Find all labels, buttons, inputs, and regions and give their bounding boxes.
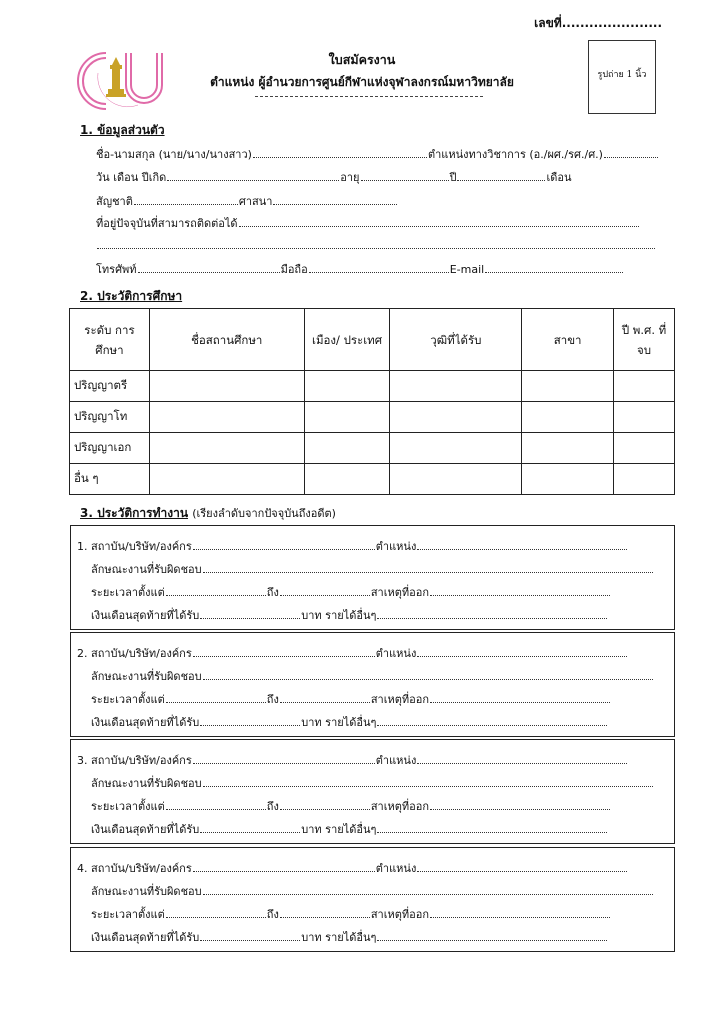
nationality-label: สัญชาติ: [96, 195, 133, 208]
table-cell[interactable]: [522, 371, 614, 402]
col-grad-year: ปี พ.ศ. ที่จบ: [614, 309, 675, 371]
section2-heading: 2. ประวัติการศึกษา: [80, 289, 183, 303]
work-start-field[interactable]: [166, 906, 266, 918]
table-cell[interactable]: [149, 464, 304, 495]
work-to-label: ถึง: [266, 586, 279, 599]
work-other-income-field[interactable]: [377, 714, 607, 726]
work-other-income-label: รายได้อื่นๆ: [325, 823, 377, 836]
address-field-1[interactable]: [239, 215, 639, 227]
form-title: ใบสมัครงาน: [328, 52, 396, 67]
work-org-field[interactable]: [193, 752, 375, 764]
work-position-field[interactable]: [417, 645, 627, 657]
table-cell[interactable]: [614, 371, 675, 402]
table-cell[interactable]: [522, 433, 614, 464]
table-cell[interactable]: [304, 371, 390, 402]
mobile-label: มือถือ: [280, 263, 308, 276]
academic-position-field[interactable]: [604, 146, 658, 158]
work-period-line: [91, 583, 611, 601]
birth-field[interactable]: [167, 169, 339, 181]
work-other-income-field[interactable]: [377, 929, 607, 941]
work-baht-label: บาท: [301, 823, 322, 836]
work-other-income-label: รายได้อื่นๆ: [325, 716, 377, 729]
work-duty-line: [91, 560, 654, 578]
address-line: [96, 214, 640, 232]
work-period-line: [91, 905, 611, 923]
work-duty-label: ลักษณะงานที่รับผิดชอบ: [91, 885, 202, 898]
work-duty-field[interactable]: [203, 775, 653, 787]
table-cell[interactable]: [149, 433, 304, 464]
document-number: เลขที่......................: [534, 16, 662, 30]
name-line: [96, 145, 659, 163]
work-end-field[interactable]: [280, 798, 370, 810]
work-salary-line: [91, 713, 608, 731]
table-cell[interactable]: [390, 402, 522, 433]
work-reason-label: สาเหตุที่ออก: [370, 693, 429, 706]
work-position-label: ตำแหน่ง: [375, 540, 417, 553]
work-duty-field[interactable]: [203, 668, 653, 680]
work-salary-field[interactable]: [200, 607, 300, 619]
work-to-label: ถึง: [266, 800, 279, 813]
table-cell[interactable]: [149, 402, 304, 433]
row-label-other: อื่น ๆ: [70, 464, 150, 495]
work-reason-field[interactable]: [430, 584, 610, 596]
col-city-country: เมือง/ ประเทศ: [304, 309, 390, 371]
work-other-income-label: รายได้อื่นๆ: [325, 931, 377, 944]
work-reason-label: สาเหตุที่ออก: [370, 908, 429, 921]
work-to-label: ถึง: [266, 908, 279, 921]
section3-heading: 3. ประวัติการทำงาน (เรียงลำดับจากปัจจุบันถึงอดีต): [80, 506, 336, 520]
work-salary-line: [91, 606, 608, 624]
table-cell[interactable]: [522, 464, 614, 495]
work-end-field[interactable]: [280, 906, 370, 918]
work-end-field[interactable]: [280, 691, 370, 703]
section3-note: (เรียงลำดับจากปัจจุบันถึงอดีต): [192, 507, 336, 520]
table-cell[interactable]: [522, 402, 614, 433]
work-salary-field[interactable]: [200, 821, 300, 833]
work-org-field[interactable]: [193, 860, 375, 872]
work-entry-3: [70, 739, 675, 844]
mobile-field[interactable]: [309, 261, 449, 273]
month-label: เดือน: [546, 171, 572, 184]
table-cell[interactable]: [614, 402, 675, 433]
row-label-master: ปริญญาโท: [70, 402, 150, 433]
work-org-field[interactable]: [193, 645, 375, 657]
work-start-field[interactable]: [166, 798, 266, 810]
address-field-2[interactable]: [97, 237, 655, 249]
nationality-line: [96, 192, 398, 210]
work-position-field[interactable]: [417, 752, 627, 764]
work-salary-line: [91, 820, 608, 838]
table-row: [70, 433, 675, 464]
email-field[interactable]: [485, 261, 623, 273]
work-position-label: ตำแหน่ง: [375, 647, 417, 660]
address-line-2: [96, 237, 656, 252]
work-entry-4: [70, 847, 675, 952]
work-reason-field[interactable]: [430, 691, 610, 703]
work-salary-label: เงินเดือนสุดท้ายที่ได้รับ: [91, 931, 200, 944]
table-row: [70, 402, 675, 433]
work-duty-line: [91, 667, 654, 685]
birth-line: [96, 168, 572, 186]
birth-label: วัน เดือน ปีเกิด: [96, 171, 167, 184]
work-position-field[interactable]: [417, 538, 627, 550]
work-duty-field[interactable]: [203, 883, 653, 895]
work-start-field[interactable]: [166, 584, 266, 596]
work-baht-label: บาท: [301, 931, 322, 944]
work-other-income-field[interactable]: [377, 607, 607, 619]
col-institution: ชื่อสถานศึกษา: [149, 309, 304, 371]
table-cell[interactable]: [304, 464, 390, 495]
age-year-field[interactable]: [361, 169, 449, 181]
work-period-label: ระยะเวลาตั้งแต่: [91, 800, 165, 813]
education-table: [69, 308, 675, 495]
col-degree: วุฒิที่ได้รับ: [390, 309, 522, 371]
work-salary-field[interactable]: [200, 929, 300, 941]
work-other-income-field[interactable]: [377, 821, 607, 833]
photo-box-label: รูปถ่าย 1 นิ้ว: [597, 70, 647, 80]
work-end-field[interactable]: [280, 584, 370, 596]
email-label: E-mail: [449, 263, 485, 276]
work-org-label: 3. สถาบัน/บริษัท/องค์กร: [77, 754, 192, 767]
table-cell[interactable]: [390, 433, 522, 464]
work-position-label: ตำแหน่ง: [375, 862, 417, 875]
work-org-label: 2. สถาบัน/บริษัท/องค์กร: [77, 647, 192, 660]
work-salary-label: เงินเดือนสุดท้ายที่ได้รับ: [91, 716, 200, 729]
table-cell[interactable]: [614, 433, 675, 464]
work-org-line: [77, 644, 628, 662]
phone-label: โทรศัพท์: [96, 263, 137, 276]
work-org-label: 1. สถาบัน/บริษัท/องค์กร: [77, 540, 192, 553]
work-duty-line: [91, 882, 654, 900]
name-field[interactable]: [253, 146, 427, 158]
year-label: ปี: [449, 171, 457, 184]
work-baht-label: บาท: [301, 609, 322, 622]
work-duty-label: ลักษณะงานที่รับผิดชอบ: [91, 670, 202, 683]
work-period-label: ระยะเวลาตั้งแต่: [91, 693, 165, 706]
table-cell[interactable]: [304, 433, 390, 464]
education-table-header: [70, 309, 675, 371]
religion-label: ศาสนา: [238, 195, 273, 208]
col-level: ระดับ การศึกษา: [70, 309, 150, 371]
age-month-field[interactable]: [457, 169, 545, 181]
work-org-line: [77, 859, 628, 877]
work-org-line: [77, 537, 628, 555]
work-reason-label: สาเหตุที่ออก: [370, 586, 429, 599]
table-row: [70, 371, 675, 402]
table-cell[interactable]: [149, 371, 304, 402]
work-to-label: ถึง: [266, 693, 279, 706]
work-salary-label: เงินเดือนสุดท้ายที่ได้รับ: [91, 609, 200, 622]
religion-field[interactable]: [273, 193, 397, 205]
col-major: สาขา: [522, 309, 614, 371]
work-duty-label: ลักษณะงานที่รับผิดชอบ: [91, 777, 202, 790]
address-label: ที่อยู่ปัจจุบันที่สามารถติดต่อได้: [96, 217, 238, 230]
form-subtitle: ตำแหน่ง ผู้อำนวยการศูนย์กีฬาแห่งจุฬาลงกรณ์มหาวิทยาลัย: [210, 75, 514, 89]
work-entry-1: [70, 525, 675, 630]
work-duty-line: [91, 774, 654, 792]
table-cell[interactable]: [390, 371, 522, 402]
work-reason-field[interactable]: [430, 906, 610, 918]
table-cell[interactable]: [614, 464, 675, 495]
phone-field[interactable]: [138, 261, 280, 273]
work-org-label: 4. สถาบัน/บริษัท/องค์กร: [77, 862, 192, 875]
work-start-field[interactable]: [166, 691, 266, 703]
section1-heading: 1. ข้อมูลส่วนตัว: [80, 123, 165, 137]
work-period-line: [91, 797, 611, 815]
work-salary-line: [91, 928, 608, 946]
work-reason-field[interactable]: [430, 798, 610, 810]
name-label: ชื่อ-นามสกุล (นาย/นาง/นางสาว): [96, 148, 252, 161]
table-cell[interactable]: [304, 402, 390, 433]
work-position-label: ตำแหน่ง: [375, 754, 417, 767]
work-org-line: [77, 751, 628, 769]
work-period-label: ระยะเวลาตั้งแต่: [91, 586, 165, 599]
work-entry-2: [70, 632, 675, 737]
row-label-doctorate: ปริญญาเอก: [70, 433, 150, 464]
age-label: อายุ: [340, 171, 360, 184]
work-salary-field[interactable]: [200, 714, 300, 726]
work-salary-label: เงินเดือนสุดท้ายที่ได้รับ: [91, 823, 200, 836]
work-period-line: [91, 690, 611, 708]
table-cell[interactable]: [390, 464, 522, 495]
work-duty-label: ลักษณะงานที่รับผิดชอบ: [91, 563, 202, 576]
work-org-field[interactable]: [193, 538, 375, 550]
nationality-field[interactable]: [134, 193, 238, 205]
work-reason-label: สาเหตุที่ออก: [370, 800, 429, 813]
row-label-bachelor: ปริญญาตรี: [70, 371, 150, 402]
table-row: [70, 464, 675, 495]
contact-line: [96, 260, 624, 278]
work-period-label: ระยะเวลาตั้งแต่: [91, 908, 165, 921]
work-other-income-label: รายได้อื่นๆ: [325, 609, 377, 622]
academic-position-label: ตำแหน่งทางวิชาการ (อ./ผศ./รศ./ศ.): [427, 148, 603, 161]
work-duty-field[interactable]: [203, 561, 653, 573]
title-divider: [255, 96, 483, 97]
work-baht-label: บาท: [301, 716, 322, 729]
work-position-field[interactable]: [417, 860, 627, 872]
